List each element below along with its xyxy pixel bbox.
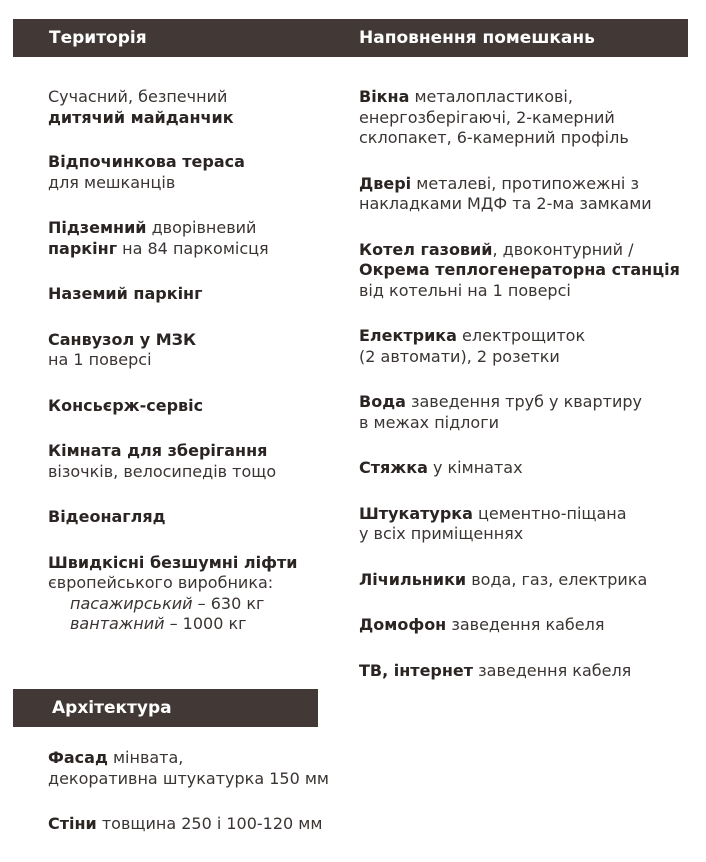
fill-item-plaster: Штукатурка цементно-піщана у всіх приміщеннях [359, 503, 627, 543]
fill-item-boiler: Котел газовий, двоконтурний / Окрема теплогенераторна станція від котельні на 1 поверсі [359, 239, 680, 300]
apartment-fill-heading: Наповнення помешкань [359, 28, 595, 48]
territory-item-elevators: Швидкісні безшумні ліфти європейського виробника: пасажирський – 630 кг вантажний – 1000 кг [48, 552, 298, 633]
territory-item-terrace: Відпочинкова тераса для мешканців [48, 152, 245, 192]
top-header-bar [13, 19, 688, 57]
apartment-fill-list [359, 87, 699, 681]
fill-item-electrics: Електрика електрощиток (2 автомати), 2 розетки [359, 326, 586, 366]
territory-item-ground-parking: Наземий паркінг [48, 284, 203, 303]
territory-list [48, 87, 348, 635]
territory-item-playground: Сучасний, безпечний дитячий майданчик [48, 87, 234, 127]
fill-item-doors: Двері металеві, протипожежні з накладками МДФ та 2-ма замками [359, 173, 652, 213]
fill-item-water: Вода заведення труб у квартиру в межах підлоги [359, 392, 642, 432]
territory-item-bathroom: Санвузол у МЗК на 1 поверсі [48, 329, 197, 369]
fill-item-tv-internet: ТВ, інтернет заведення кабеля [359, 660, 632, 680]
territory-heading: Територія [49, 28, 147, 48]
fill-item-screed: Стяжка у кімнатах [359, 458, 523, 477]
architecture-list [48, 748, 368, 835]
architecture-item-walls: Стіни товщина 250 і 100-120 мм [48, 814, 323, 833]
architecture-item-facade: Фасад мінвата, декоративна штукатурка 150 мм [48, 748, 329, 788]
fill-item-windows: Вікна металопластикові, енергозберігаючі, 2-камерний склопакет, 6-камерний профіль [359, 87, 629, 147]
fill-item-meters: Лічильники вода, газ, електрика [359, 569, 648, 589]
territory-item-cctv: Відеонагляд [48, 507, 166, 526]
territory-item-underground-parking: Підземний дворівневий паркінг на 84 паркомісця [48, 218, 269, 258]
fill-item-intercom: Домофон заведення кабеля [359, 615, 605, 634]
territory-item-storage-room: Кімната для зберігання візочків, велосипедів тощо [48, 441, 277, 481]
architecture-heading: Архітектура [13, 689, 318, 727]
territory-item-concierge: Консьєрж-сервіс [48, 395, 204, 415]
